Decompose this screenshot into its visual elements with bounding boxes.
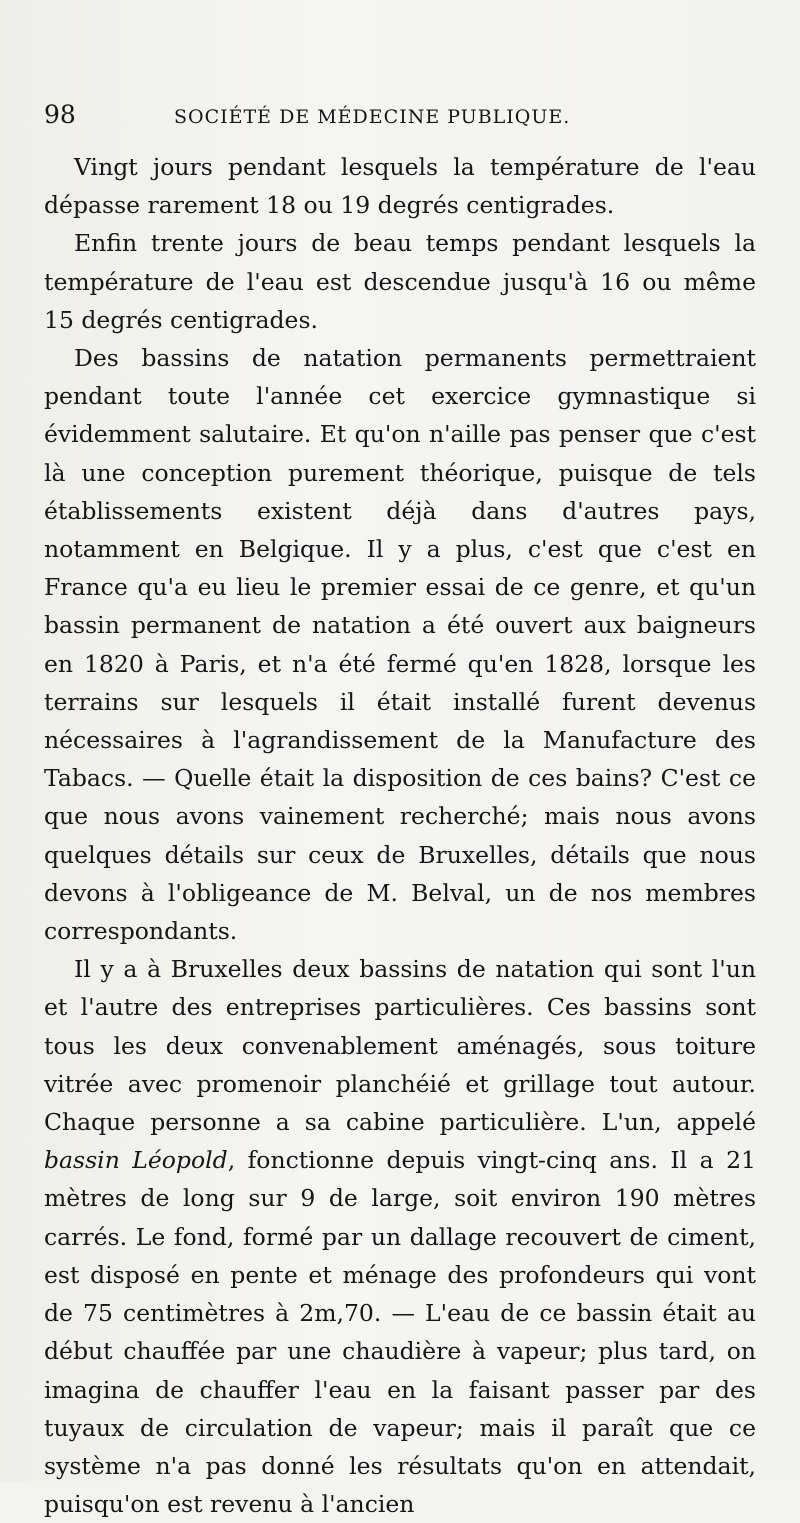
paragraph-4-italic-term: bassin Léopold xyxy=(44,1146,228,1175)
paragraph-1: Vingt jours pendant lesquels la température de l'eau dépasse rarement 18 ou 19 degrés centigrades. xyxy=(44,153,756,220)
paragraph-4-text-before: Il y a à Bruxelles deux bassins de natation qui sont l'un et l'autre des entreprises particulières. Ces bassins sont tous les deux convenablement aménagés, sous toiture vitrée avec promenoir planchéié et grillage tout autour. Chaque personne a sa cabine particulière. L'un, appelé xyxy=(44,955,756,1137)
paragraph-4 xyxy=(44,950,756,1523)
paragraph-2: Enfin trente jours de beau temps pendant lesquels la température de l'eau est descendue jusqu'à 16 ou même 15 degrés centigrades. xyxy=(44,229,756,334)
page-header xyxy=(44,100,756,130)
paragraph-4-text-after: , fonctionne depuis vingt-cinq ans. Il a 21 mètres de long sur 9 de large, soit environ 190 mètres carrés. Le fond, formé par un dallage recouvert de ciment, est disposé en pente et ménage des profondeurs qui vont de 75 centimètres à 2m,70. — L'eau de ce bassin était au début chauffée par une chaudière à vapeur; plus tard, on imagina de chauffer l'eau en la faisant passer par des tuyaux de circulation de vapeur; mais il paraît que ce système n'a pas donné les résultats qu'on en attendait, puisqu'on est revenu à l'ancien xyxy=(44,1146,756,1519)
running-title: SOCIÉTÉ DE MÉDECINE PUBLIQUE. xyxy=(174,106,571,128)
paragraph-3: Des bassins de natation permanents permettraient pendant toute l'année cet exercice gymnastique si évidemment salutaire. Et qu'on n'aille pas penser que c'est là une conception purement théorique, puisque de tels établissements existent déjà dans d'autres pays, notamment en Belgique. Il y a plus, c'est que c'est en France qu'a eu lieu le premier essai de ce genre, et qu'un bassin permanent de natation a été ouvert aux baigneurs en 1820 à Paris, et n'a été fermé qu'en 1828, lorsque les terrains sur lesquels il était installé furent devenus nécessaires à l'agrandissement de la Manufacture des Tabacs. — Quelle était la disposition de ces bains? C'est ce que nous avons vainement recherché; mais nous avons quelques détails sur ceux de Bruxelles, détails que nous devons à l'obligeance de M. Belval, un de nos membres correspondants. xyxy=(44,344,756,946)
page-number: 98 xyxy=(44,100,76,129)
